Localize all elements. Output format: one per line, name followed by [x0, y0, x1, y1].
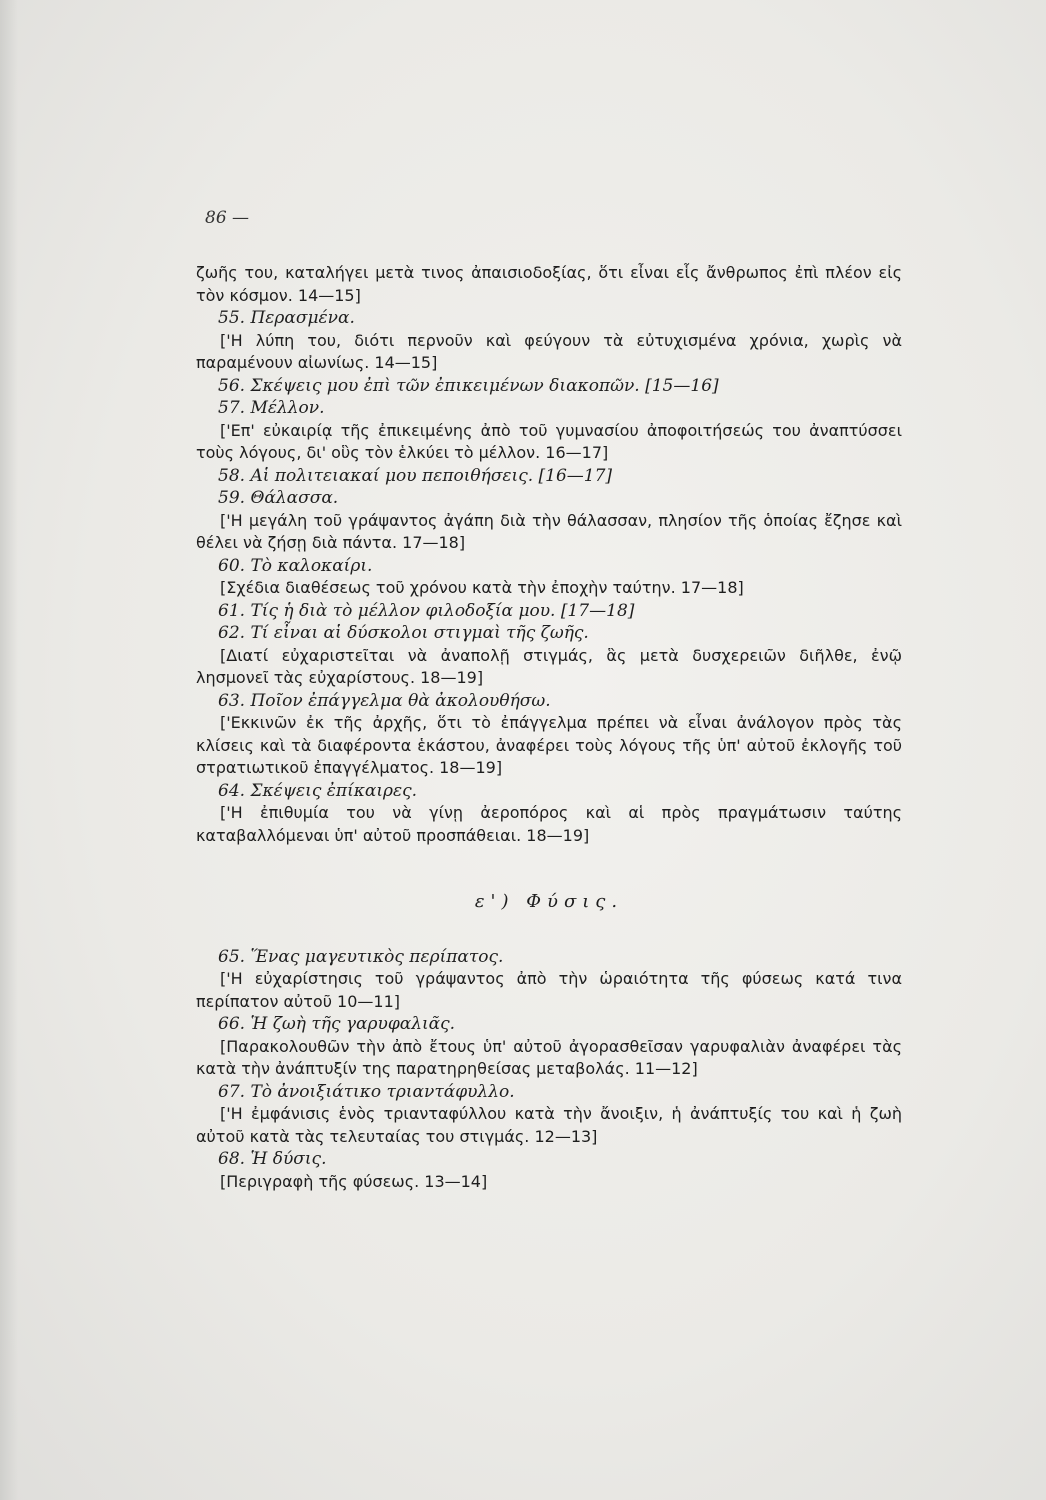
entry-64	[196, 780, 902, 848]
entry-title: 59. Θάλασσα.	[218, 488, 339, 508]
entries-before	[196, 307, 902, 847]
entry-description: [Περιγραφὴ τῆς φύσεως. 13—14]	[220, 1171, 488, 1191]
entry-title: 68. Ἡ δύσις.	[218, 1149, 327, 1169]
entry-66	[196, 1013, 902, 1081]
entry-title: 57. Μέλλον.	[218, 398, 325, 418]
entry-description: ['Η ἐπιθυμία του νὰ γίνῃ ἀεροπόρος καὶ αἱ πρὸς πραγμάτωσιν ταύτης καταβαλλόμεναι ὑπ' αὐτοῦ προσπάθειαι. 18—19]	[196, 803, 902, 845]
entry-description: ['Η λύπη του, διότι περνοῦν καὶ φεύγουν τὰ εὐτυχισμένα χρόνια, χωρὶς νὰ παραμένουν αἰωνίως. 14—15]	[196, 330, 902, 372]
entry-59	[196, 487, 902, 555]
entry-68	[196, 1148, 902, 1193]
continued-paragraph: ζωῆς του, καταλήγει μετὰ τινος ἀπαισιοδοξίας, ὅτι εἶναι εἷς ἄνθρωπος ἐπὶ πλέον εἰς τὸν κόσμον. 14—15]	[196, 263, 902, 305]
page-number: 86 —	[205, 208, 250, 228]
entry-description: ['Η ἐμφάνισις ἑνὸς τριανταφύλλου κατὰ τὴν ἄνοιξιν, ἡ ἀνάπτυξίς του καὶ ἡ ζωὴ αὐτοῦ κατὰ τὰς τελευταίας του στιγμάς. 12—13]	[196, 1104, 902, 1146]
entry-63	[196, 690, 902, 780]
entry-60	[196, 555, 902, 600]
entry-title: 62. Τί εἶναι αἱ δύσκολοι στιγμαὶ τῆς ζωῆς.	[218, 623, 589, 643]
entry-title: 60. Τὸ καλοκαίρι.	[218, 555, 373, 576]
entry-55	[196, 307, 902, 375]
entry-description: [Σχέδια διαθέσεως τοῦ χρόνου κατὰ τὴν ἐποχὴν ταύτην. 17—18]	[220, 578, 744, 597]
entry-title: 55. Περασμένα.	[218, 308, 355, 328]
entry-description: ['Εκκινῶν ἐκ τῆς ἀρχῆς, ὅτι τὸ ἐπάγγελμα πρέπει νὰ εἶναι ἀνάλογον πρὸς τὰς κλίσεις καὶ τὰ διαφέροντα ἑκάστου, ἀναφέρει τοὺς λόγους τῆς ὑπ' αὐτοῦ ἐκλογῆς τοῦ στρατιωτικοῦ ἐπαγγέλματος. 18—19]	[196, 713, 902, 777]
entry-61	[196, 600, 902, 623]
entry-title: 65. Ἕνας μαγευτικὸς περίπατος.	[218, 946, 504, 967]
entry-title: 67. Τὸ ἀνοιξιάτικο τριαντάφυλλο.	[218, 1081, 515, 1102]
entry-title: 61. Τίς ἡ διὰ τὸ μέλλον φιλοδοξία μου. [17—18]	[218, 600, 635, 621]
entry-title: 56. Σκέψεις μου ἐπὶ τῶν ἐπικειμένων διακοπῶν. [15—16]	[218, 375, 719, 396]
entry-title: 63. Ποῖον ἐπάγγελμα θὰ ἀκολουθήσω.	[218, 690, 551, 711]
entry-67	[196, 1081, 902, 1149]
entry-title: 66. Ἡ ζωὴ τῆς γαρυφαλιᾶς.	[218, 1014, 456, 1034]
entry-title: 58. Αἱ πολιτειακαί μου πεποιθήσεις. [16—17]	[218, 465, 613, 486]
section-heading: ε') Φύσις.	[474, 891, 624, 912]
page-content	[196, 262, 902, 1193]
entry-65	[196, 946, 902, 1014]
entry-62	[196, 622, 902, 690]
entry-description: ['Η μεγάλη τοῦ γράψαντος ἀγάπη διὰ τὴν θάλασσαν, πλησίον τῆς ὁποίας ἔζησε καὶ θέλει νὰ ζήσῃ διὰ πάντα. 17—18]	[196, 510, 902, 552]
entry-58	[196, 465, 902, 488]
entries-after	[196, 946, 902, 1194]
entry-56	[196, 375, 902, 398]
entry-57	[196, 397, 902, 465]
entry-description: ['Επ' εὐκαιρίᾳ τῆς ἐπικειμένης ἀπὸ τοῦ γυμνασίου ἀποφοιτήσεώς του ἀναπτύσσει τοὺς λόγους, δι' οὓς τὸν ἑλκύει τὸ μέλλον. 16—17]	[196, 420, 902, 462]
entry-description: [Διατί εὐχαριστεῖται νὰ ἀναπολῇ στιγμάς, ἃς μετὰ δυσχερειῶν διῆλθε, ἐνῷ λησμονεῖ τὰς εὐχαρίστους. 18—19]	[196, 645, 902, 687]
entry-title: 64. Σκέψεις ἐπίκαιρες.	[218, 780, 418, 801]
entry-description: ['Η εὐχαρίστησις τοῦ γράψαντος ἀπὸ τὴν ὡραιότητα τῆς φύσεως κατά τινα περίπατον αὐτοῦ 10—11]	[196, 969, 902, 1011]
entry-description: [Παρακολουθῶν τὴν ἀπὸ ἔτους ὑπ' αὐτοῦ ἀγορασθεῖσαν γαρυφαλιὰν ἀναφέρει τὰς κατὰ τὴν ἀνάπτυξίν της παρατηρηθείσας μεταβολάς. 11—12]	[196, 1036, 902, 1078]
